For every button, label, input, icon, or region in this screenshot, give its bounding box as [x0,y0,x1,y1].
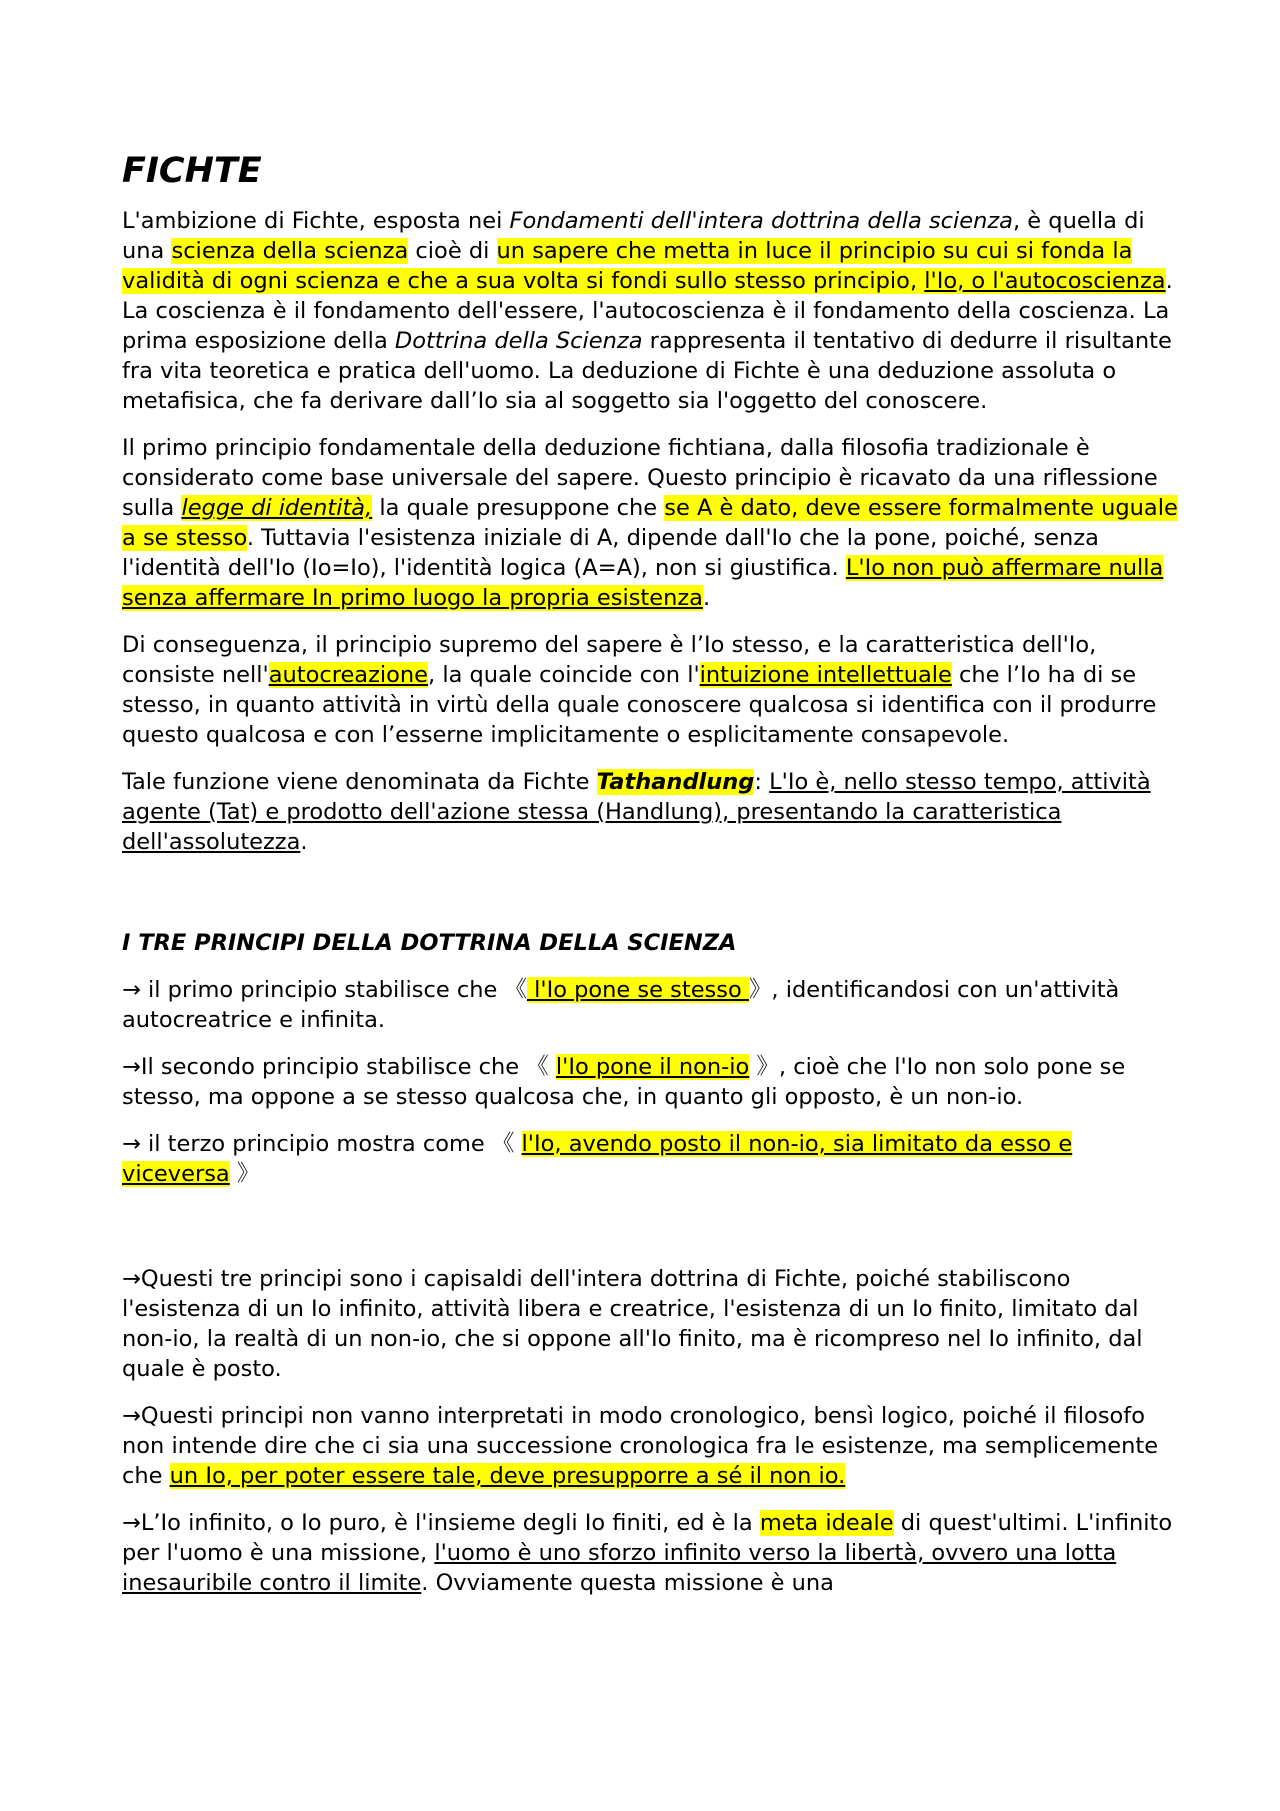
highlight-io-pone-non-io: l'Io pone il non-io [555,1054,750,1080]
underline-sforzo-infinito: l'uomo è uno sforzo infinito verso la libertà, ovvero una lotta inesauribile contro il limite [122,1540,1117,1596]
spacer [122,1206,1182,1264]
text-run: Di conseguenza, il principio supremo del sapere è l’Io stesso, e la caratteristica dell'Io, consiste nell' [122,632,1097,688]
text-run: →Questi principi non vanno interpretati in modo cronologico, bensì logico, poiché il filosofo non intende dire che ci sia una successione cronologica fra le esistenze, ma semplicemente che [122,1403,1159,1489]
text-run: Tale funzione viene denominata da Fichte [122,769,597,795]
principle-2 [122,1052,1182,1112]
text-run: 》, identificandosi con un'attività autocreatrice e infinita. [122,977,1120,1033]
highlight-io-pone-se: l'Io pone se stesso [526,977,749,1003]
text-run: : [754,769,770,795]
highlight-scienza-della-scienza: scienza della scienza [171,238,409,264]
paragraph-intro [122,206,1182,416]
text-run: . Ovviamente questa missione è una [421,1570,834,1596]
paragraph-capisaldi: →Questi tre principi sono i capisaldi dell'intera dottrina di Fichte, poiché stabiliscono l'esistenza di un Io infinito, attività libera e creatrice, l'esistenza di un Io finito, limitato dal non-io, la realtà di un non-io, che si oppone all'Io finito, ma è ricompreso nel Io infinito, dal quale è posto. [122,1266,1143,1382]
highlight-meta-ideale: meta ideale [759,1510,894,1536]
highlight-un-io: un Io, per poter essere tale, deve presupporre a sé il non io. [169,1463,846,1489]
text-run: che l’Io ha di se stesso, in quanto attività in virtù della quale conoscere qualcosa si identifica con il produrre questo qualcosa e con l’esserne implicitamente o esplicitamente consapevole. [122,662,1157,748]
text-run: , la quale coincide con l' [428,662,700,688]
highlight-autocreazione: autocreazione [268,662,429,688]
text-run: L'ambizione di Fichte, esposta nei [122,208,510,234]
highlight-io-afferma: L'Io non può affermare nulla senza affermare In primo luogo la propria esistenza [122,555,1164,611]
spacer [122,874,1182,928]
text-run: . Tuttavia l'esistenza iniziale di A, dipende dall'Io che la pone, poiché, senza l'identità dell'Io (Io=Io), l'identità logica (A=A), non si giustifica. [122,525,1099,581]
highlight-se-a-dato: se A è dato, deve essere formalmente uguale a se stesso [122,495,1178,551]
principle-3 [122,1129,1182,1189]
text-run: di quest'ultimi. L'infinito per l'uomo è una missione, [122,1510,1173,1566]
text-run: → il primo principio stabilisce che 《 [122,977,527,1003]
paragraph-io-infinito [122,1508,1182,1598]
text-run: 》 [229,1161,260,1187]
text-run: . [300,829,308,855]
italic-title-dottrina: Dottrina della Scienza [394,328,643,354]
italic-title-fondamenti: Fondamenti dell'intera dottrina della scienza [509,208,1013,234]
text-run: → il terzo principio mostra come 《 [122,1131,522,1157]
paragraph-tathandlung [122,767,1182,857]
highlight-tathandlung: Tathandlung [596,769,755,795]
text-run: la quale presuppone che [372,495,665,521]
page-title: FICHTE [122,151,262,191]
text-run: Il primo principio fondamentale della deduzione fichtiana, dalla filosofia tradizionale è considerato come base universale del sapere. Questo principio è ricavato da una riflessione sulla [122,435,1158,521]
underline-definition: L'Io è, nello stesso tempo, attività agente (Tat) e prodotto dell'azione stessa (Handlung), presentando la caratteristica dell'assolutezza [122,769,1151,855]
paragraph-primo-principio [122,433,1182,613]
principle-1 [122,975,1182,1035]
paragraph-logico [122,1401,1182,1491]
text-run: . La coscienza è il fondamento dell'essere, l'autocoscienza è il fondamento della coscienza. La prima esposizione della [122,268,1173,354]
text-run: , è quella di una [122,208,1145,264]
highlight-io-autocoscienza: l'Io, o l'autocoscienza [924,268,1166,294]
text-run: . [702,585,711,611]
text-run: →L’Io infinito, o Io puro, è l'insieme degli Io finiti, ed è la [122,1510,760,1536]
paragraph-conseguenza [122,630,1182,750]
highlight-io-limitato: l'Io, avendo posto il non-io, sia limitato da esso e viceversa [122,1131,1073,1187]
text-run: rappresenta il tentativo di dedurre il risultante fra vita teoretica e pratica dell'uomo. La deduzione di Fichte è una deduzione assoluta o metafisica, che fa derivare dall’Io sia al soggetto sia l'oggetto del conoscere. [122,328,1172,414]
highlight-intuizione: intuizione intellettuale [699,662,952,688]
section-heading: I TRE PRINCIPI DELLA DOTTRINA DELLA SCIENZA [122,930,737,956]
document-body [122,150,1182,1615]
text-run: 》, cioè che l'Io non solo pone se stesso, ma oppone a se stesso qualcosa che, in quanto gli opposto, è un non-io. [122,1054,1126,1110]
text-run: →Il secondo principio stabilisce che 《 [122,1054,556,1080]
highlight-sapere: un sapere che metta in luce il principio su cui si fonda la validità di ogni scienza e che a sua volta si fondi sullo stesso principio, [122,238,1133,294]
text-run: cioè di [408,238,497,264]
highlight-legge-identita: legge di identità, [181,495,373,521]
